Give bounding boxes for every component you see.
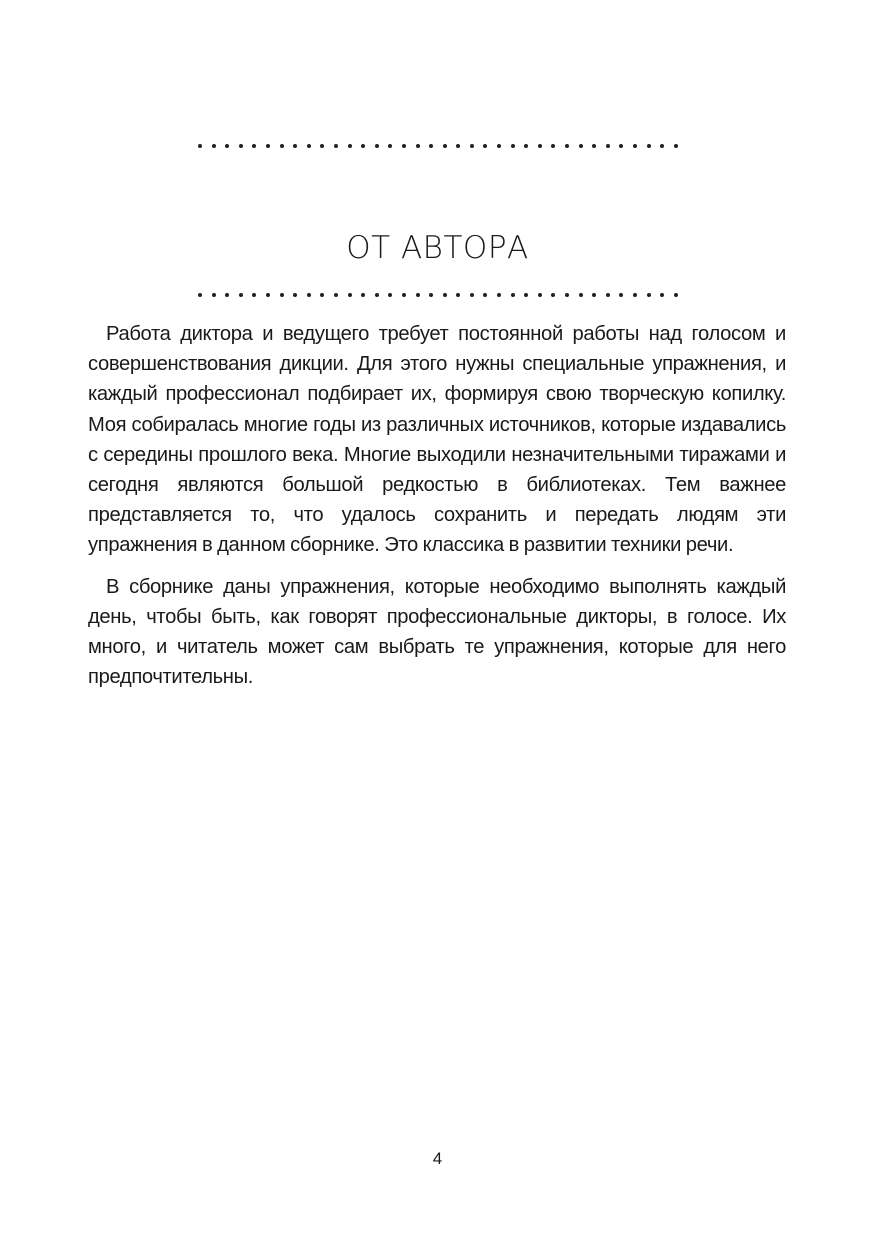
- divider-dot: [674, 144, 678, 148]
- divider-dot: [388, 293, 392, 297]
- divider-dot: [416, 144, 420, 148]
- divider-dot: [293, 293, 297, 297]
- divider-dot: [252, 144, 256, 148]
- divider-dot: [538, 293, 542, 297]
- divider-dot: [266, 144, 270, 148]
- divider-dot: [225, 144, 229, 148]
- divider-dot: [592, 293, 596, 297]
- divider-dot: [660, 293, 664, 297]
- body-text: [88, 319, 786, 703]
- divider-dot: [660, 144, 664, 148]
- divider-dot: [606, 144, 610, 148]
- divider-dot: [497, 293, 501, 297]
- divider-dot: [334, 293, 338, 297]
- divider-dot: [470, 293, 474, 297]
- divider-dot: [239, 293, 243, 297]
- divider-dot: [266, 293, 270, 297]
- divider-dot: [579, 293, 583, 297]
- divider-dot: [483, 293, 487, 297]
- divider-dot: [497, 144, 501, 148]
- divider-dot: [443, 144, 447, 148]
- divider-dot: [470, 144, 474, 148]
- divider-dot: [307, 144, 311, 148]
- divider-dot: [239, 144, 243, 148]
- divider-dot: [334, 144, 338, 148]
- divider-dot: [416, 293, 420, 297]
- divider-dot: [619, 293, 623, 297]
- paragraph-1: Работа диктора и ведущего требует постоянной работы над голосом и совершенствования дикции. Для этого нужны специальные упражнения, и каждый профессионал подбирает их, формируя свою творческую копилку. Моя собиралась многие годы из различных источников, которые издавались с середины прошлого века. Многие выходили незначительными тиражами и сегодня являются большой редкостью в библиотеках. Тем важнее представляется то, что удалось сохранить и передать людям эти упражнения в данном сборнике. Это классика в развитии техники речи.: [88, 323, 786, 557]
- divider-dot: [551, 144, 555, 148]
- divider-dot: [647, 293, 651, 297]
- divider-dot: [375, 144, 379, 148]
- divider-dot: [429, 144, 433, 148]
- divider-dot: [348, 144, 352, 148]
- divider-dot: [633, 293, 637, 297]
- divider-dot: [252, 293, 256, 297]
- divider-dot: [647, 144, 651, 148]
- divider-dot: [511, 144, 515, 148]
- page-title: ОТ АВТОРА: [346, 230, 529, 266]
- divider-dot: [592, 144, 596, 148]
- divider-dot: [280, 293, 284, 297]
- divider-dot: [361, 293, 365, 297]
- divider-dot: [402, 293, 406, 297]
- divider-dot: [633, 144, 637, 148]
- paragraph-2: В сборнике даны упражнения, которые необходимо выполнять каждый день, чтобы быть, как говорят профессиональные дикторы, в голосе. Их много, и читатель может сам выбрать те упражнения, которые для него предпочтительны.: [88, 575, 786, 689]
- divider-dot: [212, 144, 216, 148]
- divider-dot: [348, 293, 352, 297]
- divider-dot: [320, 293, 324, 297]
- divider-dot: [307, 293, 311, 297]
- divider-dot: [320, 144, 324, 148]
- divider-dot: [212, 293, 216, 297]
- dotted-divider-bottom: [198, 291, 678, 299]
- divider-dot: [524, 293, 528, 297]
- divider-dot: [483, 144, 487, 148]
- divider-dot: [402, 144, 406, 148]
- divider-dot: [456, 293, 460, 297]
- divider-dot: [293, 144, 297, 148]
- divider-dot: [619, 144, 623, 148]
- divider-dot: [429, 293, 433, 297]
- divider-dot: [565, 144, 569, 148]
- divider-dot: [280, 144, 284, 148]
- divider-dot: [456, 144, 460, 148]
- divider-dot: [443, 293, 447, 297]
- divider-dot: [538, 144, 542, 148]
- divider-dot: [606, 293, 610, 297]
- divider-dot: [375, 293, 379, 297]
- divider-dot: [565, 293, 569, 297]
- divider-dot: [198, 144, 202, 148]
- dotted-divider-top: [198, 142, 678, 150]
- divider-dot: [361, 144, 365, 148]
- divider-dot: [511, 293, 515, 297]
- divider-dot: [225, 293, 229, 297]
- divider-dot: [198, 293, 202, 297]
- page-number: 4: [432, 1149, 443, 1168]
- divider-dot: [579, 144, 583, 148]
- divider-dot: [674, 293, 678, 297]
- divider-dot: [524, 144, 528, 148]
- divider-dot: [551, 293, 555, 297]
- divider-dot: [388, 144, 392, 148]
